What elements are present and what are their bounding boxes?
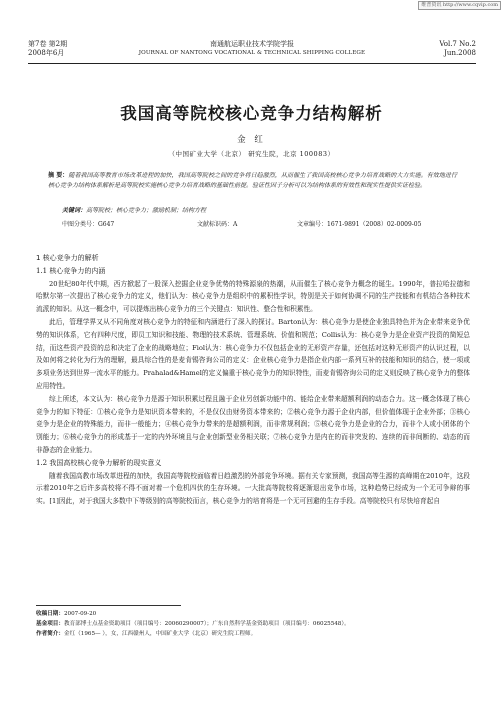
abstract-label: 摘 要： (48, 172, 69, 179)
article-body (36, 252, 470, 508)
author-name: 金 红 (237, 135, 266, 145)
subsection-heading: 1.1 核心竞争力的内涵 (36, 266, 106, 275)
volume-issue-en: Vol.7 No.2 (439, 40, 476, 48)
subsection-heading: 1.2 我国高校核心竞争力解析的现实意义 (36, 458, 162, 467)
header-right (439, 40, 476, 58)
journal-header (28, 40, 476, 62)
author-affiliation: （中国矿业大学（北京） 研究生院，北京 100083） (168, 150, 335, 158)
keywords-label: 关键词： (62, 207, 87, 214)
volume-issue: 第7卷 第2期 (28, 40, 68, 48)
header-center (28, 40, 476, 58)
document-code: 文献标识码：A (197, 221, 238, 228)
clc-number: 中图分类号：G647 (62, 221, 115, 228)
keywords-text: 高等院校；核心竞争力；激励机制；结构方程 (86, 207, 207, 214)
footnotes (36, 609, 470, 639)
abstract (48, 171, 457, 191)
watermark: 维普资讯 http://www.cqvip.com (418, 1, 501, 10)
keywords (62, 206, 457, 216)
footnote-divider (36, 605, 181, 606)
publication-date: 2008年6月 (28, 49, 65, 57)
footnote-label: 收稿日期： (36, 611, 64, 617)
abstract-text: 随着我国高等教育市场改革进程的加快，我国高等院校之间的竞争将日趋激烈，从而催生了我国高校核心竞争力培育战略的大力实施。有效地进行核心竞争力结构体系解析是高等院校实施核心竞争力培育战略的基础性前提。验证性因子分析可以为结构体系的有效性和现实性提供实证检验。 (48, 172, 457, 189)
footnote-text: 金红（1965— ），女，江西赣州人，中国矿业大学（北京）研究生院工程师。 (63, 631, 257, 637)
paper-title: 我国高等院校核心竞争力结构解析 (120, 104, 383, 123)
journal-name-cn: 南通航运职业技术学院学报 (210, 40, 294, 48)
footnote-text: 教育部博士点基金资助项目（项目编号：20060290007）；广东自然科学基金资助项目（项目编号：06025548）。 (63, 621, 350, 627)
journal-name-en: JOURNAL OF NANTONG VOCATIONAL & TECHNICAL SHIPPING COLLEGE (138, 50, 366, 56)
footnote-author-bio (36, 629, 470, 639)
footnote-label: 基金项目： (36, 621, 64, 627)
publication-date-en: Jun.2008 (444, 49, 476, 57)
footnote-received (36, 609, 470, 619)
paragraph: 随着我国高教市场改革进程的加快，我国高等院校面临着日趋激烈的外部竞争环境。据有关专家预测，我国高等生源的高峰期在2010年，这段示着2010年之后许多高校将不得不面对着一个危机四伏的生存环境。一大批高等院校将逐渐退出竞争市场，这种趋势已经成为一个无可争辩的事实。[1]因此，对于我国大多数中下等级别的高等院校而言，核心竞争力的培育将是一个无可回避的生存手段。高等院校只有尽快培育起自 (36, 471, 470, 506)
footnote-funding (36, 619, 470, 629)
paragraph: 此后，管理学界又从不同角度对核心竞争力的特征和内涵进行了深入的探讨。Barton认为：核心竞争力是使企业独具特色并为企业带来竞争优势的知识体系，它有四种尺度，即员工知识和技能、物理的技术系统、管理系统、价值和规范；Collis认为：核心竞争力是企业资产投资的简短总结，而这些资产投资的总和决定了企业的战略地位；Fiol认为：核心竞争力不仅包括企业的无形资产存量，还包括对这种无形资产的认识过程，以及如何将之转化为行为的理解，最具综合性的是麦肯锡咨询公司的定义：企业核心竞争力是指企业内部一系列互补的技能和知识的结合，使一项或多项业务达到世界一流水平的能力。Prahalad&Hamel的定义偏重于核心竞争力的知识特性，而麦肯锡咨询公司的定义则反映了核心竞争力的整体应用特性。 (36, 317, 470, 390)
section-heading: 1 核心竞争力的解析 (36, 254, 99, 262)
paragraph: 20世纪80年代中期，西方掀起了一股深入挖掘企业竞争优势的特殊源泉的热潮，从而催生了核心竞争力概念的诞生。1990年，普拉哈拉德和哈默尔第一次提出了核心竞争力的定义，他们认为：核心竞争力是组织中的累积性学识，特别是关于如何协调不同的生产技能和有机结合各种技术流派的知识。从这一概念中，可以提炼出核心竞争力的三个关键点：知识性、整合性和积累性。 (36, 279, 470, 314)
paragraph: 综上所述，本文认为：核心竞争力是源于知识积累过程且融于企业另创新功能中的、能给企业带来超额利润的动态合力。这一概念体现了核心竞争力的如下特征：①核心竞争力是知识资本带来的，不是仅仅由财务资本带来的；②核心竞争力源于企业内部，但价值体现于企业外部；③核心竞争力是企业的特殊能力，而非一般能力；④核心竞争力带来的是超额利润，而非常规利润；⑤核心竞争力是企业的合力，而非个人或小团体的个别能力；⑥核心竞争力的形成基于一定的内外环境且与企业创新型业务相关联；⑦核心竞争力是内在的而非突发的、连续的而非间断的、动态的而非静态的企业能力。 (36, 394, 470, 454)
footnote-text: 2007-09-20 (63, 611, 97, 617)
header-divider (28, 63, 476, 64)
footnote-label: 作者简介： (36, 631, 64, 637)
article-number: 文章编号：1671-9891（2008）02-0009-05 (297, 221, 422, 228)
